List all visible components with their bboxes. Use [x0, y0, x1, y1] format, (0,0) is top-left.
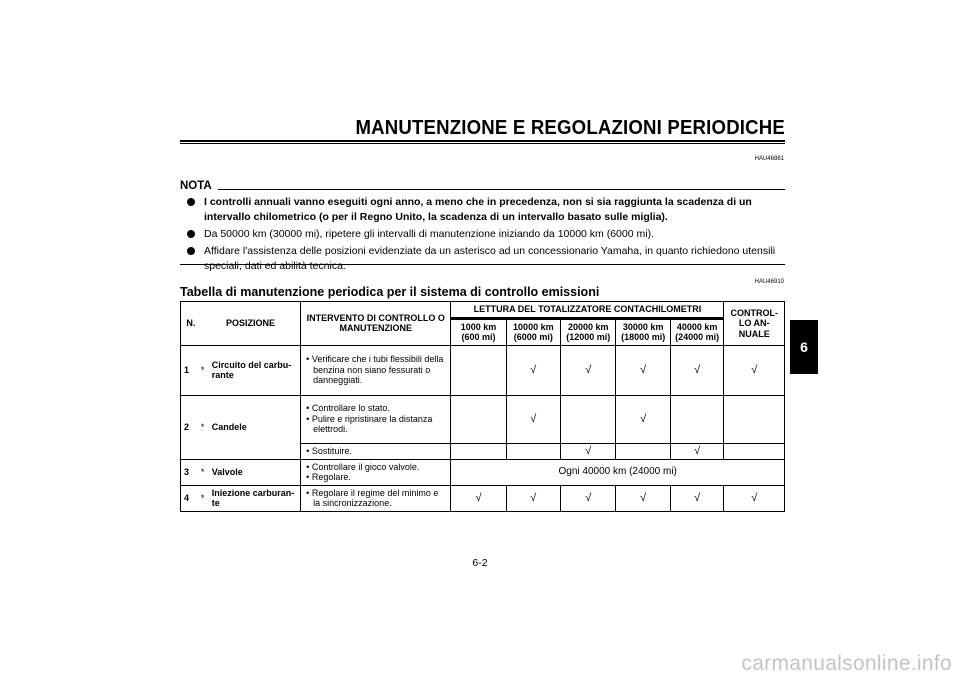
mi-value: (24000 mi): [675, 332, 720, 342]
asterisk-icon: *: [201, 459, 209, 485]
intervention-line: [304, 472, 447, 483]
intervention-line: [304, 488, 447, 509]
intervention-line: [304, 403, 447, 414]
col-header-km: [670, 318, 724, 345]
intervention-text: Pulire e ripristinare la distanza elettrodi.: [311, 413, 433, 435]
watermark: carmanualsonline.info: [741, 652, 952, 675]
asterisk-icon: *: [201, 485, 209, 511]
check-cell: √: [670, 345, 724, 395]
asterisk-icon: *: [201, 395, 209, 459]
chapter-tab[interactable]: 6: [790, 320, 818, 374]
km-value: 10000 km: [513, 321, 554, 332]
check-cell: √: [724, 345, 785, 395]
intervention-line: [304, 354, 447, 386]
nota-label: NOTA: [180, 180, 212, 192]
bullet-icon: [187, 230, 195, 238]
km-value: 40000 km: [676, 321, 718, 332]
col-header-annual: CONTROL-LO AN-NUALE: [724, 302, 785, 346]
row-intervention: [301, 459, 451, 485]
bullet-icon: [187, 247, 195, 255]
title-rule: [180, 140, 785, 144]
nota-item-text: Affidare l'assistenza delle posizioni evidenziate da un asterisco ad un concessionario Yamaha, in quanto richiedono utensili speciali, dati ed abilità tecnica.: [204, 245, 776, 272]
nota-item-text: Da 50000 km (30000 mi), ripetere gli intervalli di manutenzione iniziando da 10000 km (6000 mi).: [204, 228, 654, 240]
check-cell: √: [670, 443, 724, 459]
nota-end-rule: [180, 264, 785, 265]
check-cell: √: [616, 345, 670, 395]
row-intervention: [301, 395, 451, 443]
check-cell: √: [616, 395, 670, 443]
check-cell: √: [724, 485, 785, 511]
col-header-km: [451, 318, 506, 345]
mi-value: (18000 mi): [621, 332, 666, 342]
check-cell: [616, 443, 670, 459]
row-position: Valvole: [209, 459, 301, 485]
row-number: 3: [181, 459, 201, 485]
table-row: [181, 485, 785, 511]
table-row: [181, 459, 785, 485]
intervention-text: Regolare.: [311, 472, 351, 482]
col-header-intervention: INTERVENTO DI CONTROLLO O MANUTENZIONE: [301, 302, 451, 346]
check-cell: √: [561, 345, 616, 395]
check-cell: [724, 395, 785, 443]
check-cell: [451, 395, 506, 443]
intervention-text: Regolare il regime del minimo e la sincronizzazione.: [311, 487, 439, 508]
check-cell: [670, 395, 724, 443]
km-value: 30000 km: [622, 321, 664, 332]
intervention-line: [304, 414, 447, 435]
intervention-text: Controllare il gioco valvole.: [311, 461, 420, 472]
row-number: 4: [181, 485, 201, 511]
row-number: 1: [181, 345, 201, 395]
table-row: [181, 345, 785, 395]
check-cell: √: [506, 345, 560, 395]
row-number: 2: [181, 395, 201, 459]
table-header-row: [181, 302, 785, 319]
section-title: Tabella di manutenzione periodica per il sistema di controllo emissioni: [180, 285, 600, 299]
page-title: MANUTENZIONE E REGOLAZIONI PERIODICHE: [355, 117, 785, 139]
intervention-line: [304, 446, 447, 457]
section-ref-code: HAU46910: [754, 279, 784, 285]
check-cell: [506, 443, 560, 459]
bullet-icon: •: [306, 487, 310, 498]
km-value: 1000 km: [460, 321, 497, 332]
nota-item: [186, 244, 785, 274]
row-intervention: [301, 443, 451, 459]
bullet-icon: •: [306, 403, 310, 414]
check-cell: √: [670, 485, 724, 511]
mi-value: (12000 mi): [566, 332, 611, 342]
check-cell: √: [616, 485, 670, 511]
check-cell: [451, 443, 506, 459]
asterisk-icon: *: [201, 345, 209, 395]
col-header-n: N.: [181, 302, 201, 346]
check-cell: √: [506, 485, 560, 511]
nota-divider: [218, 189, 785, 190]
check-cell: √: [561, 485, 616, 511]
table-row: [181, 395, 785, 443]
intervention-text: Sostituire.: [311, 445, 352, 456]
mi-value: (600 mi): [461, 332, 496, 342]
check-cell: √: [506, 395, 560, 443]
intervention-text: Controllare lo stato.: [311, 403, 390, 414]
check-cell: [561, 395, 616, 443]
km-value: 20000 km: [567, 321, 609, 332]
mi-value: (6000 mi): [513, 332, 553, 342]
col-header-km: [506, 318, 560, 345]
nota-item: [186, 227, 785, 242]
maintenance-table: [180, 301, 785, 512]
nota-item-text: I controlli annuali vanno eseguiti ogni anno, a meno che in precedenza, non si sia raggiunta la scadenza di un intervallo chilometrico (o per il Regno Unito, la scadenza di un intervallo basato sulle miglia).: [204, 196, 752, 223]
nota-header: [180, 180, 785, 194]
intervention-line: [304, 462, 447, 473]
bullet-icon: •: [306, 354, 310, 365]
nota-item: [186, 195, 785, 225]
bullet-icon: [187, 198, 195, 206]
col-header-km: [561, 318, 616, 345]
col-header-position: POSIZIONE: [201, 302, 301, 346]
row-position: Iniezione carburan-te: [209, 485, 301, 511]
col-header-odometer: LETTURA DEL TOTALIZZATORE CONTACHILOMETRI: [451, 302, 724, 319]
bullet-icon: •: [306, 461, 310, 472]
check-cell: √: [451, 485, 506, 511]
row-position: Candele: [209, 395, 301, 459]
page-number: 6-2: [472, 557, 488, 569]
row-intervention: [301, 485, 451, 511]
row-intervention: [301, 345, 451, 395]
bullet-icon: •: [306, 445, 310, 456]
bullet-icon: •: [306, 472, 310, 482]
interval-cell: Ogni 40000 km (24000 mi): [451, 459, 785, 485]
check-cell: [724, 443, 785, 459]
intervention-text: Verificare che i tubi flessibili della benzina non siano fessurati o danneggiati.: [311, 354, 444, 386]
row-position: Circuito del carbu-rante: [209, 345, 301, 395]
nota-ref-code: HAU46861: [754, 156, 784, 162]
check-cell: [451, 345, 506, 395]
col-header-km: [616, 318, 670, 345]
check-cell: √: [561, 443, 616, 459]
bullet-icon: •: [306, 413, 310, 424]
